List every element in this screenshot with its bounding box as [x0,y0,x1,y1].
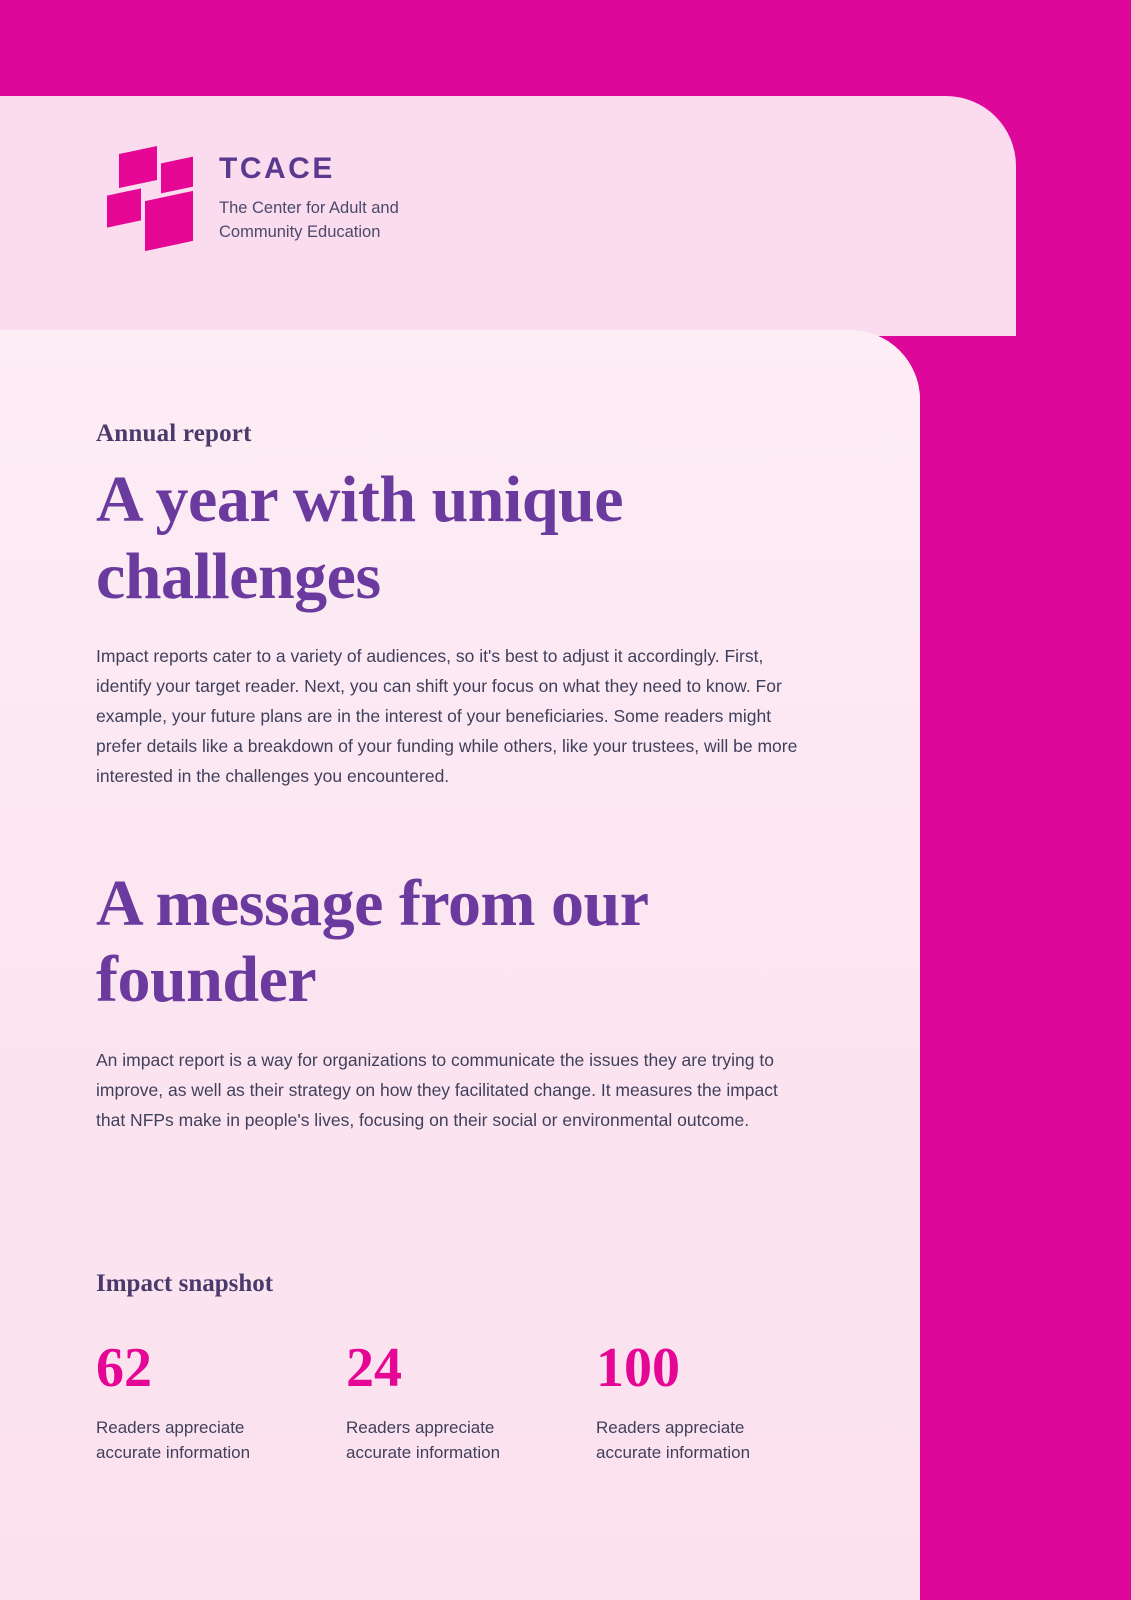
stat-label: Readers appreciate accurate information [346,1418,501,1462]
stat-item [96,1337,346,1465]
brand-header [105,148,479,258]
founder-heading: A message from our founder [96,866,648,1017]
stat-label: Readers appreciate accurate information [96,1418,251,1462]
stat-item [596,1337,846,1465]
intro-paragraph: Impact reports cater to a variety of audiences, so it's best to adjust it accordingly. First, identify your target reader. Next, you can shift your focus on what they need to know. For example, your future plans are in the interest of your beneficiaries. Some readers might prefer details like a breakdown of your funding while others, like your trustees, will be more interested in the challenges you encountered. [96,646,798,787]
impact-snapshot-section [96,1270,856,1465]
stat-value: 24 [346,1337,402,1399]
tcace-tiles-logo-icon [105,148,197,258]
brand-text [219,148,479,245]
stat-value: 100 [596,1337,680,1399]
brand-name: TCACE [219,152,335,185]
report-eyebrow: Annual report [96,420,252,447]
page-title: A year with unique challenges [96,463,624,613]
founder-paragraph: An impact report is a way for organizations to communicate the issues they are trying to improve, as well as their strategy on how they facilitated change. It measures the impact that NFPs make in people's lives, focusing on their social or environmental outcome. [96,1049,778,1130]
stat-list [96,1337,856,1465]
impact-snapshot-title: Impact snapshot [96,1270,274,1297]
stat-item [346,1337,596,1465]
brand-tagline: The Center for Adult and Community Education [219,199,399,241]
report-content [96,420,816,1135]
stat-value: 62 [96,1337,152,1399]
section-divider [96,792,816,866]
stat-label: Readers appreciate accurate information [596,1418,751,1462]
